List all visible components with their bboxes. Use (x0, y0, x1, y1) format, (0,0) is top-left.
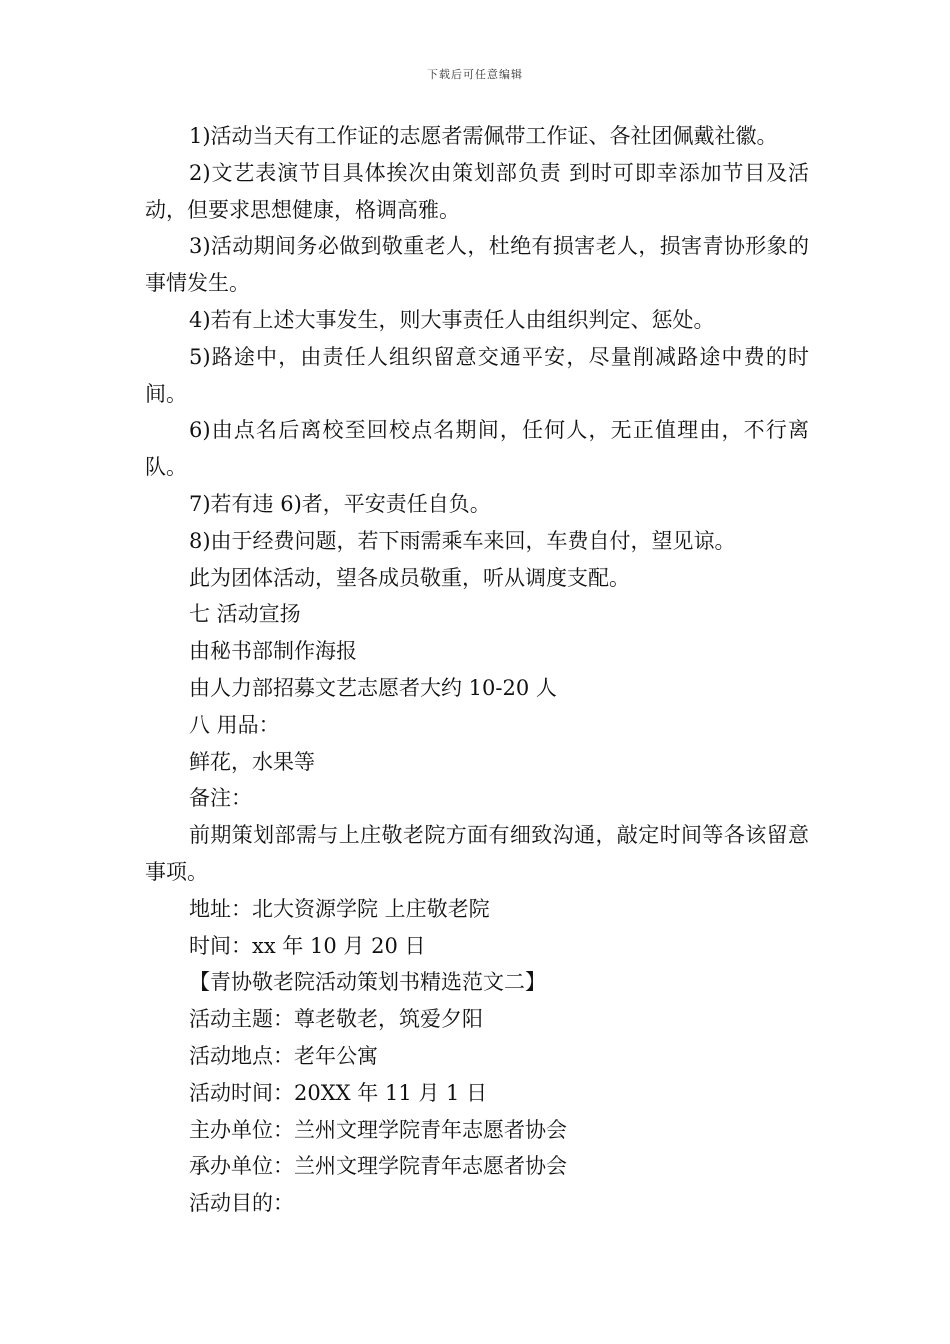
paragraph: 5)路途中，由责任人组织留意交通平安，尽量削减路途中费的时间。 (145, 344, 809, 406)
section-heading: 七 活动宣扬 (189, 602, 301, 627)
paragraph: 1)活动当天有工作证的志愿者需佩带工作证、各社团佩戴社徽。 (189, 124, 778, 148)
paragraph: 由秘书部制作海报 (189, 639, 357, 664)
paragraph: 活动主题：尊老敬老，筑爱夕阳 (189, 1007, 483, 1032)
paragraph: 活动时间：20XX 年 11 月 1 日 (189, 1080, 488, 1105)
paragraph: 活动目的： (189, 1191, 294, 1216)
paragraph: 前期策划部需与上庄敬老院方面有细致沟通，敲定时间等各该留意事项。 (145, 823, 809, 884)
paragraph: 备注： (189, 786, 252, 811)
paragraph: 活动地点：老年公寓 (189, 1043, 378, 1068)
section-heading: 【青协敬老院活动策划书精选范文二】 (189, 970, 546, 995)
section-heading: 八 用品： (189, 712, 280, 737)
paragraph: 6)由点名后离校至回校点名期间，任何人，无正值理由，不行离队。 (145, 418, 809, 480)
paragraph: 8)由于经费问题，若下雨需乘车来回，车费自付，望见谅。 (189, 528, 736, 553)
paragraph: 主办单位：兰州文理学院青年志愿者协会 (189, 1117, 567, 1142)
paragraph: 4)若有上述大事发生，则大事责任人由组织判定、惩处。 (189, 307, 715, 332)
paragraph: 7)若有违 6)者，平安责任自负。 (189, 491, 491, 516)
paragraph: 地址：北大资源学院 上庄敬老院 (189, 896, 490, 921)
page-header: 下载后可任意编辑 (427, 68, 523, 81)
paragraph: 3)活动期间务必做到敬重老人，杜绝有损害老人，损害青协形象的事情发生。 (145, 234, 809, 296)
paragraph: 承办单位：兰州文理学院青年志愿者协会 (189, 1154, 567, 1179)
paragraph: 由人力部招募文艺志愿者大约 10-20 人 (189, 675, 557, 700)
document-body (145, 118, 809, 1222)
paragraph: 鲜花，水果等 (189, 749, 315, 774)
paragraph: 时间：xx 年 10 月 20 日 (189, 933, 426, 958)
paragraph: 2)文艺表演节目具体挨次由策划部负责 到时可即幸添加节目及活动，但要求思想健康，格调高雅。 (145, 160, 809, 222)
paragraph: 此为团体活动，望各成员敬重，听从调度支配。 (189, 565, 630, 590)
